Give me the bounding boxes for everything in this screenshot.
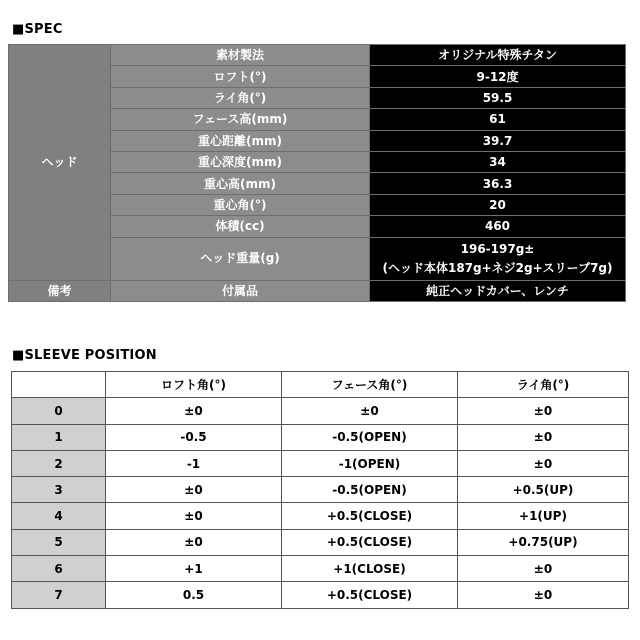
sleeve-loft-value: 0.5 [106,582,282,608]
spec-row-label: ロフト(°) [111,66,370,87]
sleeve-header-lie: ライ角(°) [458,372,629,398]
head-weight-value: 196-197g± [460,241,535,256]
spec-row-value: 9-12度 [370,66,626,87]
spec-heading: ■SPEC [12,22,63,37]
sleeve-lie-value: +0.5(UP) [458,477,629,503]
sleeve-row [12,529,629,555]
sleeve-face-value: -0.5(OPEN) [282,477,458,503]
sleeve-row [12,398,629,424]
sleeve-lie-value: ±0 [458,556,629,582]
sleeve-row [12,556,629,582]
sleeve-face-value: +1(CLOSE) [282,556,458,582]
sleeve-loft-value: ±0 [106,503,282,529]
sleeve-header-loft: ロフト角(°) [106,372,282,398]
sleeve-face-value: ±0 [282,398,458,424]
sleeve-face-value: -1(OPEN) [282,450,458,476]
sleeve-position-table [11,371,629,609]
spec-row-label: ヘッド重量(g) [111,237,370,280]
spec-row-value: 61 [370,109,626,130]
spec-row-label: ライ角(°) [111,87,370,108]
sleeve-position-number: 4 [12,503,106,529]
remarks-group-label: 備考 [9,280,111,301]
sleeve-face-value: +0.5(CLOSE) [282,529,458,555]
sleeve-position-number: 5 [12,529,106,555]
sleeve-heading: ■SLEEVE POSITION [12,348,157,363]
sleeve-row [12,424,629,450]
spec-table [8,44,626,302]
sleeve-loft-value: ±0 [106,398,282,424]
sleeve-lie-value: ±0 [458,424,629,450]
spec-row-label: 重心高(mm) [111,173,370,194]
spec-row-value: オリジナル特殊チタン [370,45,626,66]
sleeve-position-number: 3 [12,477,106,503]
spec-group-label: ヘッド [9,45,111,281]
spec-row [9,45,626,66]
accessories-label: 付属品 [111,280,370,301]
sleeve-lie-value: ±0 [458,398,629,424]
spec-row-label: フェース高(mm) [111,109,370,130]
sleeve-header-face: フェース角(°) [282,372,458,398]
sleeve-loft-value: +1 [106,556,282,582]
spec-row-value: 39.7 [370,130,626,151]
sleeve-face-value: +0.5(CLOSE) [282,503,458,529]
sleeve-loft-value: -0.5 [106,424,282,450]
sleeve-position-number: 1 [12,424,106,450]
spec-row-label: 重心角(°) [111,194,370,215]
sleeve-lie-value: ±0 [458,582,629,608]
spec-row-label: 重心深度(mm) [111,151,370,172]
spec-row-label: 素材製法 [111,45,370,66]
spec-remarks-row [9,280,626,301]
sleeve-header-row [12,372,629,398]
sleeve-lie-value: +1(UP) [458,503,629,529]
sleeve-header-corner [12,372,106,398]
sleeve-row [12,503,629,529]
sleeve-face-value: +0.5(CLOSE) [282,582,458,608]
sleeve-row [12,477,629,503]
sleeve-position-number: 2 [12,450,106,476]
sleeve-row [12,450,629,476]
sleeve-loft-value: ±0 [106,529,282,555]
sleeve-position-number: 6 [12,556,106,582]
spec-row-value: 460 [370,216,626,237]
head-weight-breakdown: (ヘッド本体187g+ネジ2g+スリーブ7g) [382,260,613,275]
sleeve-position-number: 0 [12,398,106,424]
spec-row-value: 59.5 [370,87,626,108]
sleeve-loft-value: ±0 [106,477,282,503]
accessories-value: 純正ヘッドカバー、レンチ [370,280,626,301]
spec-row-label: 重心距離(mm) [111,130,370,151]
sleeve-face-value: -0.5(OPEN) [282,424,458,450]
sleeve-lie-value: ±0 [458,450,629,476]
spec-row-value: 36.3 [370,173,626,194]
spec-row-value: 34 [370,151,626,172]
sleeve-row [12,582,629,608]
spec-row-label: 体積(cc) [111,216,370,237]
spec-row-value: 20 [370,194,626,215]
sleeve-loft-value: -1 [106,450,282,476]
sleeve-lie-value: +0.75(UP) [458,529,629,555]
sleeve-position-number: 7 [12,582,106,608]
spec-row-value [370,237,626,280]
